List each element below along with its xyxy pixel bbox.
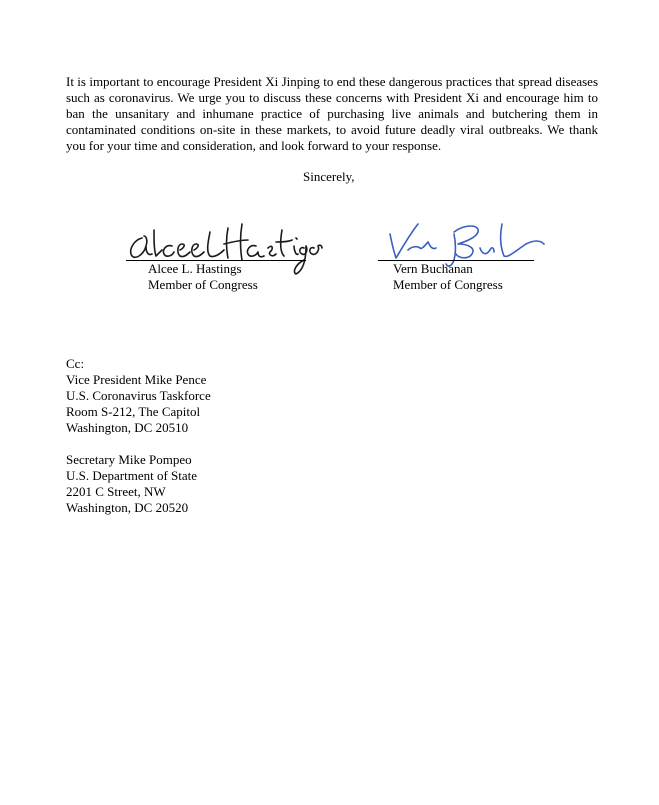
cc-spacer — [66, 436, 211, 452]
cc-recipient-line: Room S-212, The Capitol — [66, 404, 201, 419]
signature-block-hastings — [124, 214, 344, 294]
cc-block — [66, 356, 211, 516]
cc-recipient-line: Vice President Mike Pence — [66, 372, 207, 387]
signer-name: Vern Buchanan — [393, 261, 473, 276]
signer-title: Member of Congress — [393, 277, 503, 292]
cc-recipient-line: 2201 C Street, NW — [66, 484, 166, 499]
signer-title: Member of Congress — [148, 277, 258, 292]
cc-label: Cc: — [66, 356, 85, 371]
cc-recipient-line: U.S. Department of State — [66, 468, 198, 483]
cc-recipient-line: Secretary Mike Pompeo — [66, 452, 192, 467]
body-paragraph: It is important to encourage President Xi Jinping to end these dangerous practices that spread diseases such as coronavirus. We urge you to discuss these concerns with President Xi and encourage him to ban the unsanitary and inhumane practice of purchasing live animals and butchering them in contaminated conditions on-site in these markets, to avoid future deadly viral outbreaks. We thank you for your time and consideration, and look forward to your response. — [66, 74, 598, 153]
cc-recipient-line: Washington, DC 20510 — [66, 420, 189, 435]
closing-salutation: Sincerely, — [303, 169, 355, 184]
signature-block-buchanan — [376, 214, 576, 294]
cc-recipient-line: Washington, DC 20520 — [66, 500, 189, 515]
cc-recipient-line: U.S. Coronavirus Taskforce — [66, 388, 211, 403]
signer-name: Alcee L. Hastings — [148, 261, 242, 276]
